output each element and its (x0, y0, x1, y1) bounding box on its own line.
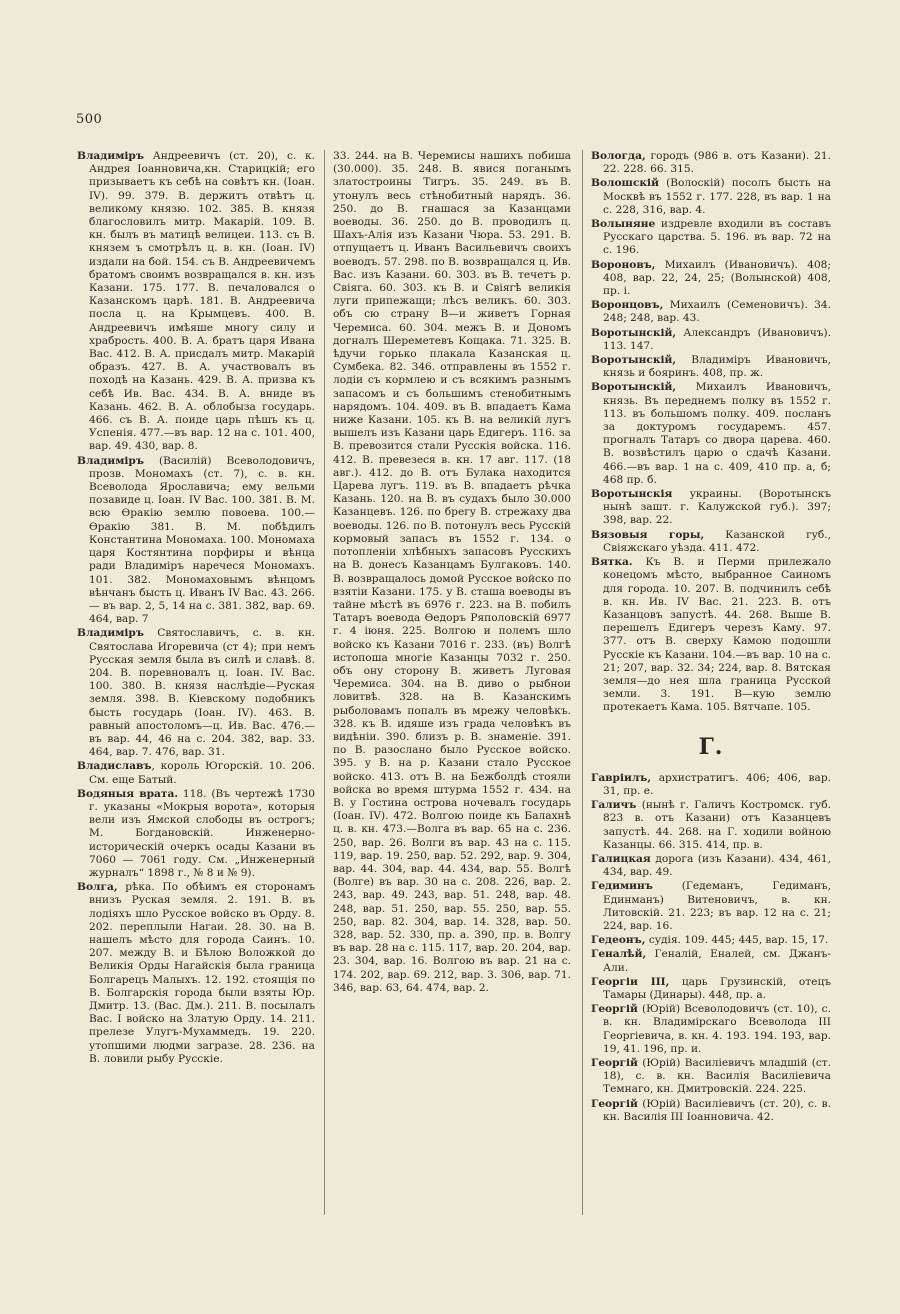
entry-headword: Водяныя врата. (77, 787, 179, 800)
entry-headword: Волошскій (591, 177, 659, 190)
entry-headword: Георгій (591, 1003, 638, 1016)
index-entry (591, 259, 831, 299)
entry-headword: Георгіи III, (591, 975, 670, 988)
entry-text: , король Югорскій. 10. 206. См. еще Батый. (89, 760, 315, 786)
index-entry (591, 1057, 831, 1097)
entry-text: Геналій, Еналей, см. Джанъ-Али. (603, 948, 831, 974)
index-entry (591, 1003, 831, 1056)
index-entry (77, 881, 315, 1066)
entry-headword: Владиміръ (77, 627, 144, 640)
column-divider (582, 150, 583, 1215)
entry-text: (Юрій) Всеволодовичъ (ст. 10), с. в. кн. Владимірскаго Всеволода III Георгіевича, в. кн. 4. 193. 194. 193, вар. 19, 41. 196, пр. и. (603, 1003, 831, 1055)
entry-text: судія. 109. 445; 445, вар. 15, 17. (645, 934, 829, 947)
index-entry (591, 556, 831, 714)
entry-text: Михаилъ (Семеновичъ). 34. 248; 248, вар. 43. (603, 299, 831, 325)
index-entry (77, 788, 315, 880)
entry-headword: Владиміръ (77, 454, 144, 467)
entry-headword: Гавріилъ, (591, 771, 652, 784)
index-entry (591, 488, 831, 528)
entry-text: 118. (Въ чертежѣ 1730 г. указаны «Мокрыя ворота», которыя вели изъ Ямской слободы въ острогъ; М. Богдановскій. Инженерно-историческій очеркъ осады Казани въ 7060 — 7061 году. См. „Инженерный журналъ“ 1898 г., № 8 и № 9). (89, 787, 316, 879)
section-letter-heading: Г. (698, 733, 724, 760)
page-number: 500 (76, 112, 103, 127)
index-entry (591, 529, 831, 555)
entry-text: архистратигъ. 406; 406, вар. 31, пр. е. (603, 771, 831, 797)
entry-text: рѣка. По обѣимъ ея сторонамъ внизъ Руская земля. 2. 191. В. въ лодіяхъ шло Русское войско въ Орду. 8. 202. переплыли Нагаи. 28. 30. на В. нашелъ мѣсто для города Саинъ. 10. 207. между В. и Бѣлою Воложкой до Великія Орды Нагайскія была граница Болгарецъ Малыхъ. 12. 192. стоящія по В. Болгарскія города были взяты Юр. Дмитр. 13. (Вас. Дм.). 211. В. посылалъ Вас. I войско на Златую Орду. 14. 211. прелезе Улугъ-Мухаммедъ. 19. 220. утопшими людми загразе. 28. 236. на В. ловили рыбу Русскіе. (89, 881, 315, 1065)
index-entry (77, 627, 315, 759)
entry-text: (Юрій) Василіевичъ (ст. 20), с. в. кн. Василія III Іоанновича. 42. (603, 1097, 831, 1123)
index-column-middle (333, 150, 571, 995)
entry-headword: Владиміръ (77, 150, 144, 162)
index-entry (591, 354, 831, 380)
entry-headword: Геналѣй, (591, 948, 647, 961)
index-entry (591, 934, 831, 947)
index-entry (591, 177, 831, 217)
entry-headword: Воронцовъ, (591, 299, 664, 312)
entry-text: Михаилъ (Ивановичъ). 408; 408, вар. 22, 24, 25; (Волынской) 408, пр. і. (603, 258, 831, 298)
entry-headword: Вологда, (591, 150, 646, 162)
index-entry (77, 150, 315, 454)
index-entry (591, 1098, 831, 1124)
index-column-right (591, 150, 831, 1125)
entry-headword: Георгій (591, 1097, 638, 1110)
index-entry (591, 772, 831, 798)
entry-text: (Гедеманъ, Гедиманъ, Единманъ) Витеновичъ, в. кн. Литовскій. 21. 223; въ вар. 12 на с. 21; 224, вар. 16. (603, 880, 831, 932)
entry-text: Михаилъ Ивановичъ, князь. Въ переднемъ полку въ 1552 г. 113. въ большомъ полку. 409. посланъ за доктуромъ государемъ. 457. прогналъ Татаръ со двора царева. 460. В. возвѣстилъ царю о сдачѣ Казани. 466.—въ вар. 1 на с. 409, 410 пр. а, б; 468 пр. б. (603, 381, 831, 486)
entry-headword: Гедеонъ, (591, 934, 646, 947)
entry-headword: Георгій (591, 1057, 638, 1069)
entry-headword: Галицкая (591, 852, 651, 865)
index-entry (77, 760, 315, 786)
entry-headword: Вороновъ, (591, 258, 656, 271)
entry-headword: Воротынскія (591, 488, 673, 501)
index-entry (591, 799, 831, 852)
entry-headword: Вятка. (591, 556, 633, 569)
entry-text: (Волоскій) посолъ бысть на Москвѣ въ 1552 г. 177. 228, въ вар. 1 на с. 228, 316, вар. 4. (603, 177, 831, 216)
entry-headword: Гедиминъ (591, 880, 653, 893)
entry-text: городъ (986 в. отъ Казани). 21. 22. 228. 66. 315. (603, 150, 831, 176)
index-entry (591, 150, 831, 176)
entry-text: дорога (изъ Казани). 434, 461, 434, вар. 49. (603, 852, 831, 879)
index-entry (591, 948, 831, 974)
entry-continuation: 33. 244. на В. Черемисы нашихъ побиша (30.000). 35. 248. В. явися поганымъ златостроины Тигръ. 35. 249. въ В. утонулъ весь стѣнобитный нарядъ. 36. 250. до В. гнашася за Казанцами воеводы. 36. 250. до В. проводилъ ц. Шахъ-Алія изъ Казани Чюра. 53. 291. В. отпущаетъ ц. Иванъ Васильевичъ своихъ воеводъ. 57. 298. по В. возвращался ц. Ив. Вас. изъ Казани. 60. 303. въ В. течетъ р. Свіяга. 60. 303. къ В. и Свіягѣ великія луги припежащи; лѣсъ великъ. 60. 303. объ сю страну В—и живетъ Горная Черемиса. 60. 304. межъ В. и Дономъ догналъ Шереметевъ Кощака. 71. 325. В. ѣдучи горько плакала Казанская ц. Сумбека. 82. 346. отправлены въ 1552 г. лодіи съ кормлею и съ всякимъ разнымъ запасомъ и съ большимъ стенобитнымъ нарядомъ. 104. 409. въ В. впадаетъ Кама ниже Казани. 105. къ В. на великій лугъ вышелъ изъ Казани царь Едигеръ. 116. за В. превозится стали Русскія войска. 116. 412. В. превезеся в. кн. 17 авг. 117. (18 авг.). 412. до В. отъ Булака находится Царева лугъ. 119. въ В. впадаетъ рѣчка Казань. 120. на В. въ судахъ было 30.000 Казанцевъ. 126. по брегу В. стрежаху два воеводы. 126. по В. потонулъ весь Русскій кормовый запасъ въ 1552 г. 134. о потопленіи хлѣбныхъ запасовъ Русскихъ на В. донесъ Казанцамъ Булгаковъ. 140. В. возвращалось домой Русское войско по взятіи Казани. 175. у В. сташа воеводы въ тайне мѣстѣ въ 6976 г. 223. на В. побилъ Татаръ воевода Ѳедоръ Ряполовскій 6977 г. 4 іюня. 225. Волгою и полемъ шло войско къ Казани 7016 г. 233. (въ) Волгѣ истопоша многіе Казанцы 7032 г. 250. объ ону сторону В. живетъ Луговая Черемиса. 304. на В. диво о рыбнои ловитвѣ. 328. на В. Казанскимъ рыболовамъ попалъ въ мрежу человѣкъ. 328. къ В. идяше изъ града человѣкъ въ видѣніи. 390. близъ р. В. знаменіе. 391. по В. разослано было Русское войско. 395. у В. на р. Казани стало Русское войско. 413. отъ В. на Бежболдѣ стояли войска во время штурма 1552 г. 434. на В. у Гостина острова ночевалъ государь (Іоан. IV). 472. Волгою поиде къ Балахнѣ ц. в. кн. 473.—Волга въ вар. 65 на с. 236. 250, вар. 26. Волги въ вар. 43 на с. 115. 119, вар. 19. 250, вар. 52. 292, вар. 9. 304, вар. 44. 304, вар. 44. 434, вар. 55. Волгѣ (Волге) въ вар. 30 на с. 208. 226, вар. 2. 243, вар. 49. 243, вар. 51. 248, вар. 48. 248, вар. 51. 250, вар. 55. 250, вар. 55. 250, вар. 82. 304, вар. 14. 328, вар. 50. 328, вар. 52. 330, пр. а. 390, пр. в. Волгу въ вар. 28 на с. 115. 117, вар. 20. 204, вар. 23. 304, вар. 16. Волгою въ вар. 21 на с. 174. 202, вар. 69. 212, вар. 3. 306, вар. 71. 346, вар. 63, 64. 474, вар. 2. (333, 150, 571, 994)
entry-text: Святославичъ, с. в. кн. Святослава Игоревича (ст 4); при немъ Русская земля была въ силѣ и славѣ. 8. 204. В. поревновалъ ц. Іоан. IV. Вас. 100. 380. В. князя наслѣдіе—Руская земля. 398. В. Кіевскому подобникъ бысть государь (Іоан. IV). 463. В. равный апостоломъ—ц. Ив. Вас. 476.—въ вар. 44, 46 на с. 204. 382, вар. 33. 464, вар. 7. 476, вар. 31. (89, 627, 315, 759)
entry-text: Казанской губ., Свіяжскаго уѣзда. 411. 472. (603, 528, 832, 554)
index-entry (591, 299, 831, 325)
index-entry (591, 853, 831, 879)
entry-text: (Юрій) Василіевичъ младшій (ст. 18), с. в. кн. Василія Василіевича Темнаго, кн. Дмитровскій. 224. 225. (603, 1057, 831, 1096)
entry-headword: Волыняне (591, 218, 656, 231)
entry-text: Андреевичъ (ст. 20), с. к. Андрея Іоанновича,кн. Старицкій; его призываетъ къ себѣ на совѣтъ кн. (Іоан. IV). 99. 379. В. держитъ отвѣтъ ц. великому князю. 102. 385. В. князя благословилъ митр. Макарій. 109. В. кн. былъ въ матицѣ велицеи. 113. съ В. князем ъ смотрѣлъ ц. в. кн. (Іоан. IV) издали на бой. 154. съ В. Андреевичемъ братомъ своимъ возвращался в. кн. изъ Казани. 175. 177. В. печаловался о Казанскомъ царѣ. 181. В. Андреевича посла ц. на Крымцевъ. 400. В. Андреевичъ имѣяше многу силу и храбрость. 400. В. А. братъ царя Ивана Вас. 412. В. А. присдалъ митр. Макарій образъ. 427. В. А. участвовалъ въ походѣ на Казань. 429. В. А. призва къ себѣ Ив. Вас. 434. В. А. вниде въ Казань. 462. В. А. облобыза государь. 466. съ В. А. поиде царь пѣшъ къ ц. Успенія. 477.—въ вар. 12 на с. 101. 400, вар. 49. 430, вар. 8. (89, 150, 315, 453)
entry-text: (Василій) Всеволодовичъ, прозв. Мономахъ (ст. 7), с. в. кн. Всеволода Ярославича; ему вельми позавиде ц. Іоан. IV Вас. 100. 381. В. М. всю Ѳракію землю повоева. 100.—Ѳракію 381. В. М. побѣдилъ Константина Мономаха. 100. Мономаха царя Костянтина порфиры и вѣнца ради Владиміръ наречеся Мономахъ. 101. 382. Мономаховымъ вѣнцомъ вѣнчанъ бысть ц. Иванъ IV Вас. 43. 266. — въ вар. 2, 5, 14 на с. 381. 382, вар. 69. 464, вар. 7 (89, 454, 315, 626)
index-entry (591, 880, 831, 933)
index-entry (591, 327, 831, 353)
entry-text: Александръ (Ивановичъ). 113. 147. (603, 326, 831, 352)
entry-headword: Галичъ (591, 799, 637, 812)
index-entry (77, 455, 315, 627)
entry-text: (нынѣ г. Галичъ Костромск. губ. 823 в. отъ Казани) отъ Казанцевъ запустѣ. 44. 268. на Г. ходили войною Казанцы. 66. 315. 414, пр. в. (603, 799, 831, 851)
entry-headword: Волга, (77, 881, 118, 894)
column-divider (324, 150, 325, 1215)
entry-headword: Воротынскій, (591, 354, 677, 367)
entry-text: Владиміръ Ивановичъ, князь и бояринъ. 408, пр. ж. (603, 354, 831, 380)
index-column-left (77, 150, 315, 1067)
entry-text: украины. (Воротынскъ нынѣ зашт. г. Калужской губ.). 397; 398, вар. 22. (603, 488, 831, 527)
index-entry (591, 381, 831, 487)
entry-headword: Воротынскій, (591, 381, 677, 394)
entry-headword: Воротынскій, (591, 326, 677, 339)
entry-text: царь Грузинскій, отецъ Тамары (Динары). 448, пр. а. (603, 975, 831, 1001)
entry-headword: Владиславъ (77, 760, 152, 773)
entry-headword: Вязовыя горы, (591, 528, 705, 541)
index-entry (591, 976, 831, 1002)
index-entry (591, 218, 831, 258)
entry-text: издревле входили въ составъ Русскаго царства. 5. 196. въ вар. 72 на с. 196. (603, 218, 831, 257)
entry-text: Къ В. и Перми прилежало конецомъ мѣсто, выбранное Саиномъ для города. 10. 207. В. подчинилъ себѣ в. кн. Ив. IV Вас. 21. 223. В. отъ Казанцовъ запустѣ. 44. 268. Выше В. перешелъ Едигеръ черезъ Каму. 97. 377. отъ В. сверху Камою подошли Русскіе къ Казани. 104.—въ вар. 10 на с. 21; 207, вар. 32. 34; 224, вар. 8. Вятская земля—до нея шла граница Русской земли. 3. 191. В—кую землю протекаетъ Кама. 105. Вятчапе. 105. (603, 556, 832, 714)
